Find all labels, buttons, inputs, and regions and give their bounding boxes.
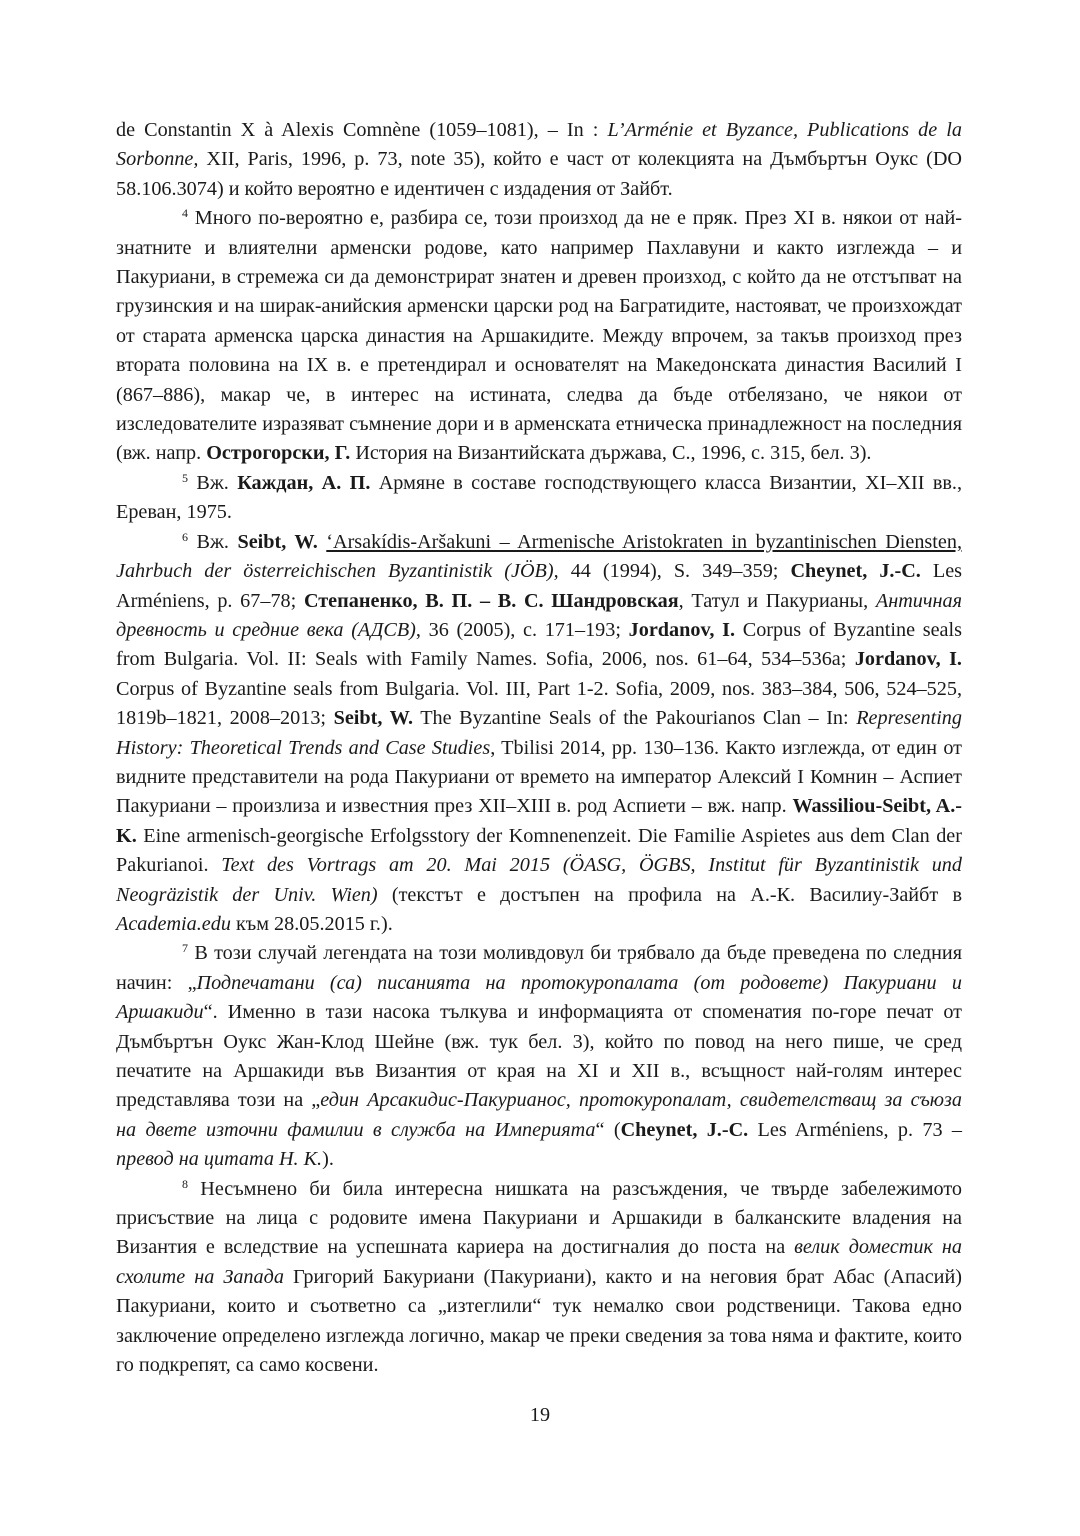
text: ). [322, 1148, 334, 1171]
italic-title: Античная древность и средние века (АДСВ) [116, 589, 963, 641]
italic-title: Academia.edu [116, 912, 231, 935]
text: de Constantin X à Alexis Comnène (1059–1081), – In : [116, 119, 608, 141]
italic-note: превод на цитата Н. К. [116, 1148, 323, 1171]
text: , Татул и Пакурианы, [678, 589, 876, 612]
text: История на Византийската държава, С., 1996, с. 315, бел. 3). [350, 442, 872, 465]
italic-title: Representing History: Theoretical Trends and Case Studies [116, 707, 962, 759]
italic-title: Jahrbuch der österreichischen Byzantinistik (JÖB), [116, 560, 559, 583]
text: (текстът е достъпен на профила на А.-К. Василиу-Зайбт в [377, 883, 962, 906]
author-name: Seibt, W. [333, 707, 413, 730]
author-name: Cheynet, J.-C. [790, 560, 921, 583]
author-name: Острогорски, Г. [206, 442, 351, 465]
author-name: Jordanov, I. [628, 618, 736, 641]
text [318, 531, 327, 553]
text: “. Именно в тази насока тълкува и информацията от споменатия по-горе печат от Дъмбъртън Оукс Жан-Клод Шейне (вж. тук бел. 3), който по повод на него пише, че сред печатите на Аршакиди във Византия от края на XI и XII в., всъщност най-голям интерес представлява този на „ [116, 1001, 962, 1112]
author-name: Wassiliou-Seibt, A.-K. [116, 795, 962, 847]
text: The Byzantine Seals of the Pakourianos Clan – In: [413, 707, 857, 730]
footnote-3-continuation [116, 116, 962, 204]
footnote-number: 8 [182, 1176, 188, 1191]
footnote-6 [116, 528, 962, 940]
author-name: Jordanov, I. [854, 648, 962, 671]
footnote-5 [116, 469, 962, 528]
text: Corpus of Byzantine seals from Bulgaria. Vol. III, Part 1-2. Sofia, 2009, nos. 383–384, 506, 524–525, 1819b–1821, 2008–2013; [116, 677, 962, 730]
text: Вж. [188, 471, 238, 494]
text: В този случай легендата на този моливдовул би трябвало да бъде преведена по следния начин: „ [116, 942, 962, 994]
text: XII, Paris, 1996, p. 73, note 35), който е част от колекцията на Дъмбъртън Оукс (DO 58.106.3074) и който вероятно е идентичен с издадения от Зайбт. [116, 148, 962, 200]
text: Вж. [188, 530, 238, 553]
italic-title: велик доместик на схолите на Запада [116, 1236, 962, 1288]
text: Много по-вероятно е, разбира се, този произход да не е пряк. През XI в. някои от най-знатните и влиятелни арменски родове, като например Пахлавуни и както изглежда – и Пакуриани, в стремежа си да демонстрират знатен и древен произход, с който да не отстъпват на грузинския и на ширак-анийския арменски царски род на Багратидите, настояват, че произхождат от старата арменска царска династия на Аршакидите. Между впрочем, за такъв произход през втората половина на IX в. е претендирал и основателят на Македонската династия Василий I (867–886), макар че, в интерес на истината, следва да бъде отбелязано, че някои от изследователите изразяват съмнение дори и в арменската етническа принадлежност на последния (вж. напр. [116, 207, 962, 465]
text: Несъмнено би била интересна нишката на разсъждения, че твърде забележимото присъствие на лица с родовите имена Пакуриани и Аршакиди в балканските владения на Византия е вследствие на успешната кариера на достигналия до поста на [116, 1177, 962, 1259]
author-name: Cheynet, J.-C. [620, 1118, 749, 1141]
footnotes-body [116, 116, 962, 1380]
footnote-number: 5 [182, 470, 188, 485]
italic-quote: Подпечатани (са) писанията на протокуропалата (от родовете) Пакуриани и Аршакиди [116, 971, 962, 1024]
footnote-8 [116, 1175, 962, 1381]
text: Армяне в составе господствующего класса Византии, XI–XII вв., Ереван, 1975. [116, 471, 962, 524]
text: “ ( [595, 1118, 621, 1141]
text: Les Arméniens, p. 67–78; [116, 560, 963, 612]
text: 44 (1994), S. 349–359; [558, 560, 791, 583]
italic-title: L’Arménie et Byzance, Publications de la Sorbonne, [116, 119, 962, 171]
footnote-number: 7 [182, 941, 188, 956]
author-name: Каждан, А. П. [237, 471, 371, 494]
underlined-title: ‘Arsakídis-Aršakuni – Armenische Aristokraten in byzantinischen Diensten, [326, 530, 962, 553]
text: , 36 (2005), с. 171–193; [415, 618, 629, 641]
italic-title: Text des Vortrags am 20. Mai 2015 (ÖASG, ÖGBS, Institut für Byzantinistik und Neogräzistik der Univ. Wien) [116, 854, 962, 906]
italic-quote: един Арсакидис-Пакурианос, протокуропалат, свидетелстващ за съюза на двете източни фамилии в служба на Империята [116, 1089, 962, 1141]
text: Григорий Бакуриани (Пакуриани), както и на неговия брат Абас (Апасий) Пакуриани, които и съответно са „изтеглили“ тук немалко свои родственици. Такова едно заключение определено изглежда логично, макар че преки сведения за това няма и фактите, които го подкрепят, са само косвени. [116, 1265, 962, 1377]
text: , Tbilisi 2014, pp. 130–136. Както изглежда, от един от видните представители на рода Пакуриани от времето на император Алексий I Комнин – Аспиет Пакуриани – произлиза и известния през XII–XIII в. род Аспиети – вж. напр. [116, 736, 962, 818]
page-number: 19 [529, 1404, 551, 1426]
text: Les Arméniens, p. 73 – [748, 1118, 962, 1141]
author-name: Степаненко, В. П. – В. С. Шандровская [303, 589, 679, 612]
footnote-number: 4 [182, 206, 188, 221]
text: Eine armenisch-georgische Erfolgsstory der Komnenenzeit. Die Familie Aspietes aus dem Clan der Pakurianoi. [116, 824, 962, 877]
footnote-number: 6 [182, 529, 188, 544]
text: Corpus of Byzantine seals from Bulgaria. Vol. II: Seals with Family Names. Sofia, 2006, nos. 61–64, 534–536a; [116, 618, 962, 671]
text: към 28.05.2015 г.). [230, 912, 393, 935]
author-name: Seibt, W. [237, 530, 318, 553]
footnote-4 [116, 204, 962, 469]
footnote-7 [116, 939, 962, 1174]
